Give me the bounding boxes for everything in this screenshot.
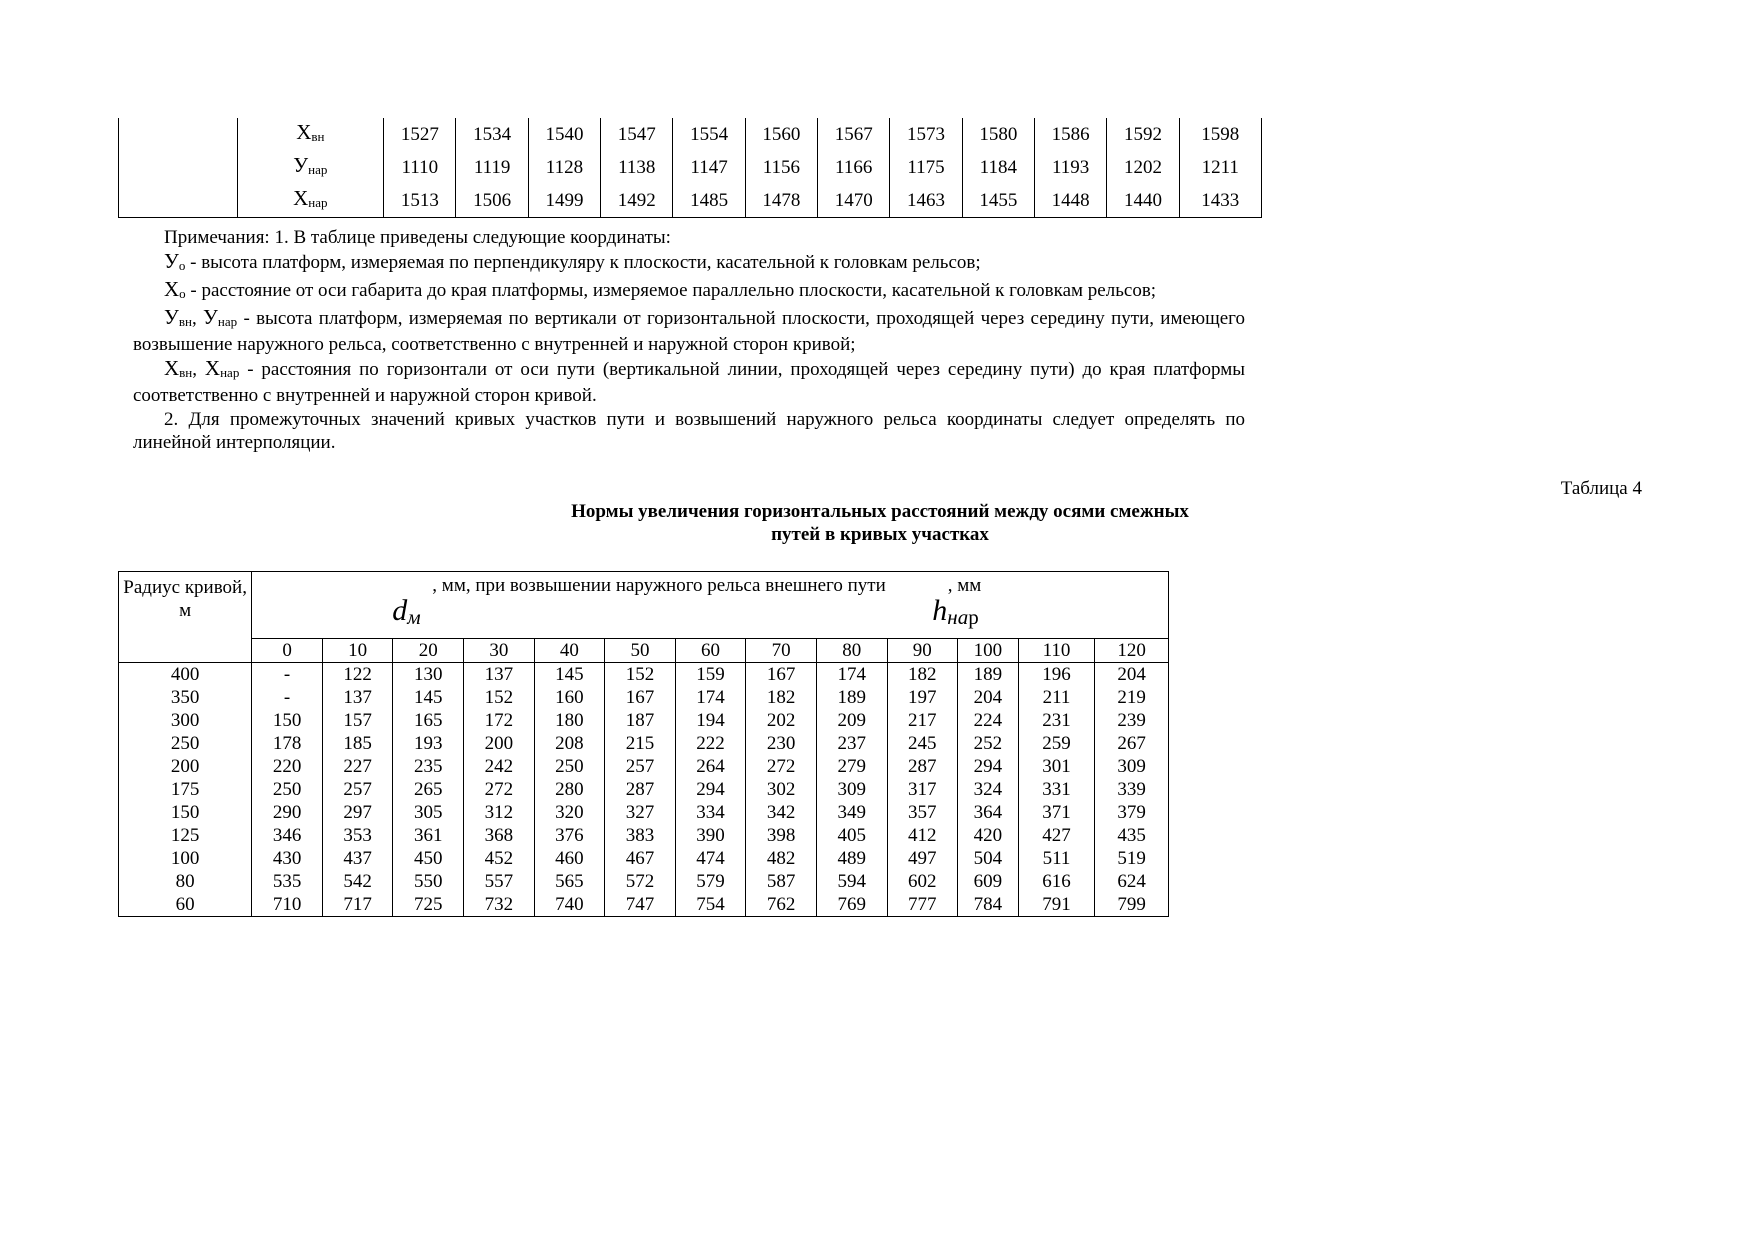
table-cell: 217: [887, 709, 958, 732]
table-cell: 1463: [890, 184, 962, 218]
table-cell: 1573: [890, 118, 962, 151]
note-xvn-xnar: $Х_{вн}$, $Х_{нар}$ - расстояния по горизонтали от оси пути (вертикальной линии, проходящей через середину пути) до края платформы соответственно с внутренней и наружной сторон кривой.: [133, 356, 1245, 406]
table-cell: 264: [675, 755, 746, 778]
table-row: [119, 801, 1169, 824]
table-row: [119, 870, 1169, 893]
table-cell: 1128: [528, 151, 600, 184]
table-cell: 220: [252, 755, 323, 778]
table-row: [119, 755, 1169, 778]
table-cell: 242: [464, 755, 535, 778]
table-cell: 272: [746, 755, 817, 778]
table-cell: 1202: [1107, 151, 1179, 184]
table-cell: 1455: [962, 184, 1034, 218]
table-cell: 145: [534, 663, 605, 687]
table-cell: 194: [675, 709, 746, 732]
table-cell: -: [252, 686, 323, 709]
table-cell: 504: [958, 847, 1019, 870]
table-cell: 1138: [601, 151, 673, 184]
radius-cell: 400: [119, 663, 252, 687]
coordinates-table: [118, 118, 1262, 218]
table-cell: 204: [958, 686, 1019, 709]
elevation-header: 90: [887, 639, 958, 663]
table-cell: 267: [1095, 732, 1169, 755]
table-cell: 165: [393, 709, 464, 732]
table-cell: 769: [816, 893, 887, 917]
norms-table: [118, 571, 1169, 917]
table-cell: 557: [464, 870, 535, 893]
empty-cell: [119, 151, 238, 184]
table-cell: 405: [816, 824, 887, 847]
note-yvn-ynar: $У_{вн}$, $У_{нар}$ - высота платформ, измеряемая по вертикали от горизонтальной плоскости, проходящей через середину пути, имеющего возвышение наружного рельса, соответственно с внутренней и наружной сторон кривой;: [133, 305, 1246, 355]
table-cell: 339: [1095, 778, 1169, 801]
table-cell: 579: [675, 870, 746, 893]
table-cell: 587: [746, 870, 817, 893]
note-intro: Примечания: 1. В таблице приведены следующие координаты:: [164, 227, 671, 248]
table-cell: 784: [958, 893, 1019, 917]
table-cell: 309: [1095, 755, 1169, 778]
table-cell: 235: [393, 755, 464, 778]
table-cell: 754: [675, 893, 746, 917]
table-cell: 204: [1095, 663, 1169, 687]
table-cell: 250: [534, 755, 605, 778]
header-increase: [252, 572, 1169, 639]
table-cell: 130: [393, 663, 464, 687]
row-label: $Х_{вн}$: [237, 118, 384, 151]
table-cell: 257: [605, 755, 676, 778]
table-cell: 196: [1018, 663, 1095, 687]
table-cell: 305: [393, 801, 464, 824]
table-cell: 609: [958, 870, 1019, 893]
elevation-header: 40: [534, 639, 605, 663]
table-cell: 294: [675, 778, 746, 801]
table-cell: 565: [534, 870, 605, 893]
table-cell: 237: [816, 732, 887, 755]
table-cell: 1448: [1034, 184, 1106, 218]
table-cell: 250: [252, 778, 323, 801]
table-cell: 187: [605, 709, 676, 732]
table-cell: 287: [887, 755, 958, 778]
table-cell: 219: [1095, 686, 1169, 709]
table-cell: 152: [605, 663, 676, 687]
table-cell: 1470: [818, 184, 890, 218]
table-cell: 437: [322, 847, 393, 870]
elevation-header: 0: [252, 639, 323, 663]
table-number: Таблица 4: [1560, 478, 1642, 499]
table-row: [119, 118, 1262, 151]
table-cell: 1586: [1034, 118, 1106, 151]
table-cell: 725: [393, 893, 464, 917]
table-cell: 180: [534, 709, 605, 732]
table-cell: 209: [816, 709, 887, 732]
elevation-header: 20: [393, 639, 464, 663]
table-cell: 280: [534, 778, 605, 801]
table-cell: 762: [746, 893, 817, 917]
table-cell: 1554: [673, 118, 745, 151]
table-cell: 239: [1095, 709, 1169, 732]
table-cell: 346: [252, 824, 323, 847]
note-yo: $У_о$ - высота платформ, измеряемая по перпендикуляру к плоскости, касательной к головкам рельсов;: [164, 249, 981, 273]
table-cell: 1534: [456, 118, 528, 151]
row-label: $Х_{нар}$: [237, 184, 384, 218]
table-cell: 1547: [601, 118, 673, 151]
table-title-line1: Нормы увеличения горизонтальных расстояний между осями смежных: [571, 501, 1189, 522]
table-cell: 159: [675, 663, 746, 687]
table-cell: 535: [252, 870, 323, 893]
table-cell: 279: [816, 755, 887, 778]
header-label: , мм, при возвышении наружного рельса внешнего пути , мм: [432, 575, 982, 596]
table-cell: 542: [322, 870, 393, 893]
table-cell: 1440: [1107, 184, 1179, 218]
table-cell: 732: [464, 893, 535, 917]
table-cell: 208: [534, 732, 605, 755]
table-cell: 467: [605, 847, 676, 870]
table-cell: 290: [252, 801, 323, 824]
radius-cell: 250: [119, 732, 252, 755]
table-cell: 1193: [1034, 151, 1106, 184]
elevation-header: 100: [958, 639, 1019, 663]
table-cell: 398: [746, 824, 817, 847]
table-cell: 1478: [745, 184, 817, 218]
table-cell: 174: [816, 663, 887, 687]
table-cell: 1598: [1179, 118, 1261, 151]
table-cell: 331: [1018, 778, 1095, 801]
table-cell: 211: [1018, 686, 1095, 709]
table-cell: 227: [322, 755, 393, 778]
table-cell: 1506: [456, 184, 528, 218]
table-cell: 122: [322, 663, 393, 687]
table-cell: 497: [887, 847, 958, 870]
table-row: [119, 686, 1169, 709]
table-cell: 364: [958, 801, 1019, 824]
table-cell: 379: [1095, 801, 1169, 824]
elevation-header: 10: [322, 639, 393, 663]
table-cell: 182: [746, 686, 817, 709]
table-cell: 178: [252, 732, 323, 755]
table-cell: 519: [1095, 847, 1169, 870]
empty-cell: [119, 184, 238, 218]
elevation-header: 70: [746, 639, 817, 663]
table-row: [119, 732, 1169, 755]
h-nar-symbol: $h_{нар}$: [932, 594, 979, 629]
table-cell: 259: [1018, 732, 1095, 755]
table-cell: 231: [1018, 709, 1095, 732]
table-title: [530, 500, 1230, 546]
table-cell: 145: [393, 686, 464, 709]
table-cell: 301: [1018, 755, 1095, 778]
table-cell: 791: [1018, 893, 1095, 917]
table-cell: 390: [675, 824, 746, 847]
table-cell: 174: [675, 686, 746, 709]
table-cell: 137: [322, 686, 393, 709]
table-cell: 1567: [818, 118, 890, 151]
table-cell: 224: [958, 709, 1019, 732]
note-interpolation: 2. Для промежуточных значений кривых участков пути и возвышений наружного рельса координаты следует определять по линейной интерполяции.: [133, 409, 1245, 453]
table-cell: 368: [464, 824, 535, 847]
table-cell: 320: [534, 801, 605, 824]
table-cell: 265: [393, 778, 464, 801]
table-cell: 1156: [745, 151, 817, 184]
table-cell: 230: [746, 732, 817, 755]
table-cell: 294: [958, 755, 1019, 778]
table-cell: 189: [958, 663, 1019, 687]
table-cell: 334: [675, 801, 746, 824]
table-cell: 747: [605, 893, 676, 917]
radius-cell: 200: [119, 755, 252, 778]
table-cell: 371: [1018, 801, 1095, 824]
table-cell: 624: [1095, 870, 1169, 893]
table-row: [119, 778, 1169, 801]
radius-cell: 175: [119, 778, 252, 801]
table-cell: 172: [464, 709, 535, 732]
table-cell: 1560: [745, 118, 817, 151]
table-cell: 550: [393, 870, 464, 893]
table-cell: 287: [605, 778, 676, 801]
table-cell: 1119: [456, 151, 528, 184]
elevation-header: 110: [1018, 639, 1095, 663]
table-cell: 710: [252, 893, 323, 917]
table-cell: 435: [1095, 824, 1169, 847]
table-cell: 324: [958, 778, 1019, 801]
table-cell: 312: [464, 801, 535, 824]
elevation-header: 50: [605, 639, 676, 663]
table-row: [119, 151, 1262, 184]
table-cell: 383: [605, 824, 676, 847]
table-cell: 412: [887, 824, 958, 847]
notes: [133, 226, 1245, 455]
table-cell: 430: [252, 847, 323, 870]
table-cell: 572: [605, 870, 676, 893]
table-row: [119, 184, 1262, 218]
table-cell: 317: [887, 778, 958, 801]
table-cell: 602: [887, 870, 958, 893]
elevation-header: 30: [464, 639, 535, 663]
table-cell: 1580: [962, 118, 1034, 151]
table-cell: 511: [1018, 847, 1095, 870]
radius-cell: 350: [119, 686, 252, 709]
radius-cell: 60: [119, 893, 252, 917]
table-cell: 717: [322, 893, 393, 917]
table-cell: 452: [464, 847, 535, 870]
table-cell: 1147: [673, 151, 745, 184]
table-cell: 474: [675, 847, 746, 870]
table-cell: 193: [393, 732, 464, 755]
elevation-header: 120: [1095, 639, 1169, 663]
table-cell: 489: [816, 847, 887, 870]
radius-cell: 125: [119, 824, 252, 847]
table-cell: 799: [1095, 893, 1169, 917]
table-cell: 185: [322, 732, 393, 755]
table-cell: 342: [746, 801, 817, 824]
table-cell: 1184: [962, 151, 1034, 184]
table-cell: 1166: [818, 151, 890, 184]
table-cell: 189: [816, 686, 887, 709]
table-row: [119, 847, 1169, 870]
table-cell: 376: [534, 824, 605, 847]
table-cell: 361: [393, 824, 464, 847]
table-cell: 427: [1018, 824, 1095, 847]
table-cell: 594: [816, 870, 887, 893]
table-cell: 616: [1018, 870, 1095, 893]
note-xo: $Х_о$ - расстояние от оси габарита до края платформы, измеряемое параллельно плоскости, касательной к головкам рельсов;: [164, 277, 1157, 301]
table-cell: 327: [605, 801, 676, 824]
table-cell: 157: [322, 709, 393, 732]
table-cell: 777: [887, 893, 958, 917]
table-cell: 257: [322, 778, 393, 801]
table-row: [119, 893, 1169, 917]
table-cell: 197: [887, 686, 958, 709]
radius-cell: 150: [119, 801, 252, 824]
table-cell: 1592: [1107, 118, 1179, 151]
table-cell: 1513: [384, 184, 456, 218]
table-cell: 740: [534, 893, 605, 917]
elevation-header: 60: [675, 639, 746, 663]
empty-cell: [119, 118, 238, 151]
header-radius: Радиус кривой, м: [119, 572, 252, 663]
table-cell: 202: [746, 709, 817, 732]
table-cell: 1433: [1179, 184, 1261, 218]
table-cell: 450: [393, 847, 464, 870]
table-cell: 309: [816, 778, 887, 801]
table-cell: 167: [746, 663, 817, 687]
table-cell: 222: [675, 732, 746, 755]
table-cell: 353: [322, 824, 393, 847]
table-cell: 357: [887, 801, 958, 824]
dm-symbol: $d_м$: [392, 594, 421, 629]
table-cell: 1499: [528, 184, 600, 218]
table-cell: 1527: [384, 118, 456, 151]
radius-cell: 100: [119, 847, 252, 870]
table-cell: 1492: [601, 184, 673, 218]
table-title-line2: путей в кривых участках: [771, 524, 989, 545]
row-label: $У_{нар}$: [237, 151, 384, 184]
table-row: [119, 663, 1169, 687]
table-cell: 152: [464, 686, 535, 709]
table-row: [119, 709, 1169, 732]
table-cell: 420: [958, 824, 1019, 847]
table-cell: 1175: [890, 151, 962, 184]
table-cell: 297: [322, 801, 393, 824]
table-cell: 302: [746, 778, 817, 801]
table-cell: 1211: [1179, 151, 1261, 184]
table-cell: 182: [887, 663, 958, 687]
table-cell: 460: [534, 847, 605, 870]
elevation-header: 80: [816, 639, 887, 663]
table-cell: 252: [958, 732, 1019, 755]
table-cell: 215: [605, 732, 676, 755]
table-cell: 349: [816, 801, 887, 824]
table-cell: -: [252, 663, 323, 687]
table-row: [119, 824, 1169, 847]
table-cell: 245: [887, 732, 958, 755]
radius-cell: 80: [119, 870, 252, 893]
table-cell: 167: [605, 686, 676, 709]
table-cell: 200: [464, 732, 535, 755]
table-cell: 150: [252, 709, 323, 732]
table-cell: 1110: [384, 151, 456, 184]
table-cell: 1540: [528, 118, 600, 151]
table-cell: 272: [464, 778, 535, 801]
table-cell: 137: [464, 663, 535, 687]
radius-cell: 300: [119, 709, 252, 732]
table-cell: 1485: [673, 184, 745, 218]
table-cell: 482: [746, 847, 817, 870]
table-cell: 160: [534, 686, 605, 709]
